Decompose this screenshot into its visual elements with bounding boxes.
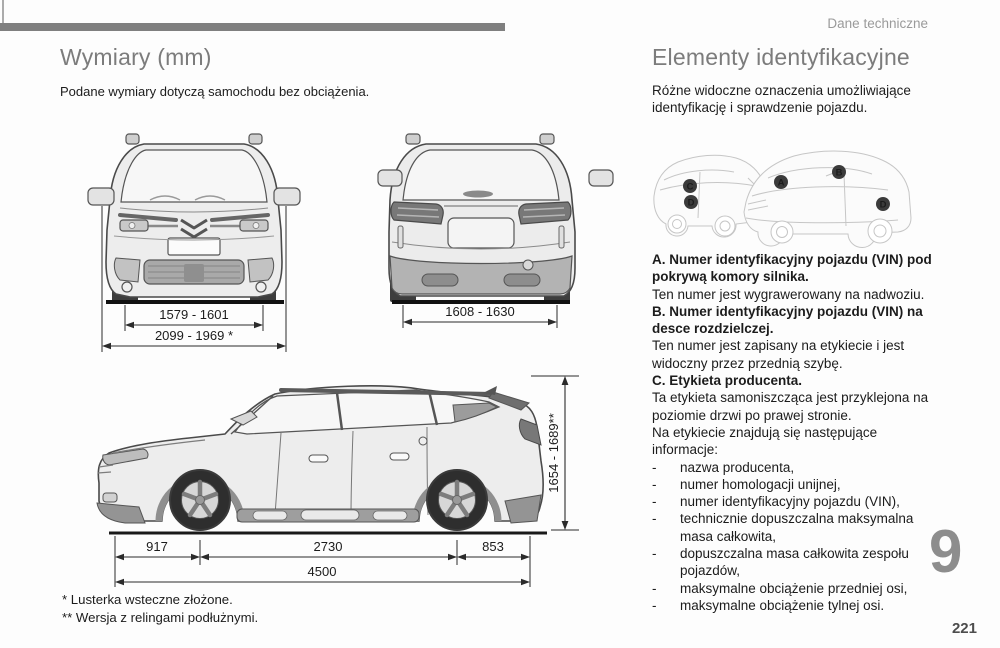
front-view-figure (80, 130, 308, 362)
svg-text:D: D (687, 197, 695, 209)
badge-a (774, 175, 788, 189)
rocker-cladding (237, 509, 419, 522)
rear-license-recess (448, 218, 514, 248)
fog-lamp (103, 493, 117, 502)
dim-front-track: 1579 - 1601 (159, 307, 229, 322)
section-a-body: Ten numer jest wygrawerowany na nadwoziu. (652, 286, 925, 302)
side-view-figure (85, 363, 590, 598)
rear-view-figure (378, 130, 613, 335)
dim-overall-length: 4500 (307, 564, 337, 579)
front-wheel (170, 470, 230, 530)
list-item (652, 580, 940, 597)
list-item (652, 476, 940, 493)
list-dash: - (652, 597, 657, 613)
list-dash: - (652, 580, 657, 596)
section-a-heading: A. Numer identyfikacyjny pojazdu (VIN) pod pokrywą komory silnika. (652, 252, 932, 285)
section-c-heading: C. Etykieta producenta. (652, 373, 803, 389)
label-list-intro: Na etykiecie znajdują się następujące informacje: (652, 424, 878, 458)
section-b-body: Ten numer jest zapisany na etykiecie i jest widoczny przez przednią szybę. (652, 338, 905, 371)
list-item-text: maksymalne obciążenie tylnej osi. (680, 597, 885, 613)
list-item-text: nazwa producenta, (680, 459, 795, 475)
rear-roof-rails (406, 134, 554, 144)
list-item-text: technicznie dopuszczalna maksymalna masa całkowita, (680, 511, 914, 544)
section-c-body: Ta etykieta samoniszcząca jest przyklejona na poziomie drzwi po prawej stronie. (652, 390, 929, 423)
dim-wheelbase: 2730 (313, 539, 343, 554)
page-number: 221 (951, 620, 977, 637)
section-b-heading: B. Numer identyfikacyjny pojazdu (VIN) na desce rozdzielczej. (652, 303, 923, 337)
footnote-mirrors: * Lusterka wsteczne złożone. (62, 592, 233, 607)
front-license-plate (168, 238, 220, 255)
dim-front-overall-width: 2099 - 1969 * (154, 328, 234, 343)
svg-text:A: A (777, 177, 785, 189)
list-item (652, 493, 940, 510)
list-dash: - (652, 459, 657, 475)
badge-c (683, 179, 697, 193)
badge-b (832, 165, 846, 179)
svg-text:B: B (835, 167, 843, 179)
running-header: Dane techniczne (827, 16, 928, 31)
dim-rear-overhang: 853 (482, 539, 504, 554)
identification-intro: Różne widoczne oznaczenia umożliwiające identyfikację i sprawdzenie pojazdu. (652, 83, 911, 116)
dimensions-subtitle: Podane wymiary dotyczą samochodu bez obciążenia. (60, 84, 370, 99)
list-item-text: numer identyfikacyjny pojazdu (VIN), (680, 494, 900, 510)
svg-text:D: D (879, 199, 887, 211)
dimensions-title: Wymiary (mm) (60, 44, 212, 70)
footnote-roof-rails: ** Wersja z relingami podłużnymi. (62, 609, 259, 625)
header-rule-bar (0, 23, 505, 31)
badge-d-right (876, 197, 890, 211)
lower-grille (144, 260, 244, 284)
list-item-text: dopuszczalna masa całkowita zespołu pojazdów, (680, 546, 909, 579)
ground-line (106, 300, 284, 304)
dim-rear-track: 1608 - 1630 (445, 304, 515, 319)
front-roof-rails (126, 134, 262, 144)
list-dash: - (652, 546, 657, 562)
footnotes (62, 591, 258, 626)
list-item (652, 545, 940, 580)
rear-wheel (427, 470, 487, 530)
identification-title: Elementy identyfikacyjne (652, 44, 910, 70)
windshield (121, 150, 267, 202)
identification-figure (648, 138, 913, 238)
list-item-text: maksymalne obciążenie przedniej osi, (680, 580, 908, 596)
list-item (652, 510, 940, 545)
rear-dimensions (403, 304, 557, 328)
list-dash: - (652, 494, 657, 510)
list-item (652, 597, 940, 614)
chapter-number: 9 (929, 518, 963, 585)
list-dash: - (652, 511, 657, 527)
dim-height: 1654 - 1689** (546, 413, 561, 493)
fuel-door (419, 437, 427, 445)
svg-text:C: C (686, 181, 694, 193)
badge-d-left (684, 195, 698, 209)
list-dash: - (652, 476, 657, 492)
dim-front-overhang: 917 (146, 539, 168, 554)
list-item-text: numer homologacji unijnej, (680, 476, 841, 492)
rear-wiper (463, 191, 493, 198)
identification-text (652, 251, 940, 614)
list-item (652, 459, 940, 476)
